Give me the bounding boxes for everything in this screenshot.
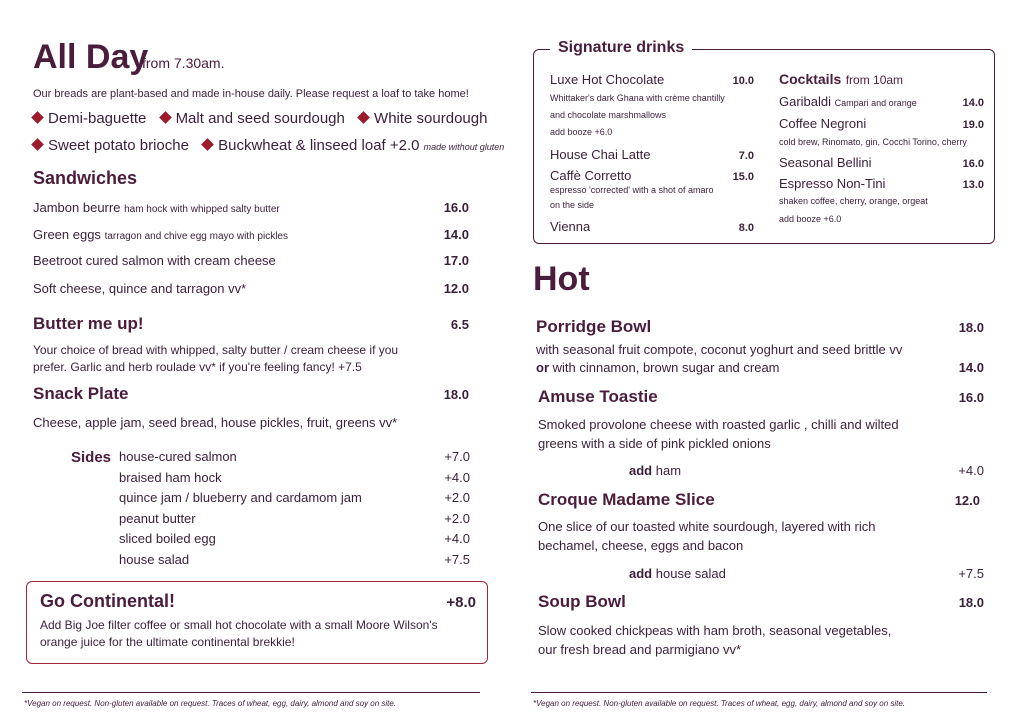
side-item (119, 490, 470, 505)
go-desc: orange juice for the ultimate continental brekkie! (40, 635, 295, 649)
cocktail-price: 14.0 (962, 97, 984, 109)
drink-item (550, 72, 754, 87)
item-name: Beetroot cured salmon with cream cheese (33, 253, 276, 268)
cocktail-name: Seasonal Bellini (779, 155, 872, 170)
cocktail-name: Coffee Negroni (779, 116, 867, 131)
drink-price: 8.0 (738, 222, 754, 234)
croque-addon (629, 566, 984, 581)
side-price: +4.0 (444, 470, 470, 485)
butter-desc: prefer. Garlic and herb roulade vv* if you're feeling fancy! +7.5 (33, 360, 362, 374)
side-name: peanut butter (119, 511, 196, 526)
porridge-price: 18.0 (958, 320, 984, 335)
item-desc: tarragon and chive egg mayo with pickles (104, 231, 288, 242)
side-item (119, 552, 470, 567)
cocktail-desc: cold brew, Rinomato, gin, Cocchi Torino, cherry (779, 137, 967, 147)
cocktail-desc: shaken coffee, cherry, orange, orgeat (779, 196, 928, 206)
side-name: braised ham hock (119, 470, 222, 485)
sides-heading: Sides (71, 449, 112, 466)
snack-header (33, 384, 469, 404)
croque-heading: Croque Madame Slice (538, 490, 715, 509)
item-price: 14.0 (443, 227, 469, 242)
amuse-price: 16.0 (958, 390, 984, 405)
croque-price: 12.0 (954, 493, 980, 508)
add-label: add (629, 566, 653, 581)
drink-item (550, 168, 754, 183)
item-price: 17.0 (443, 253, 469, 268)
drink-desc: and chocolate marshmallows (550, 110, 667, 120)
side-name: house-cured salmon (119, 449, 237, 464)
sandwiches-heading: Sandwiches (33, 168, 138, 188)
footer-rule (531, 692, 987, 693)
croque-header (538, 490, 980, 510)
cocktail-price: 13.0 (962, 179, 984, 191)
soup-price: 18.0 (958, 595, 984, 610)
side-price: +4.0 (444, 531, 470, 546)
cocktail-price: 19.0 (962, 119, 984, 131)
drink-item (550, 147, 754, 162)
drink-desc: Whittaker's dark Ghana with crème chantilly (550, 93, 725, 103)
go-price: +8.0 (446, 594, 476, 611)
drink-name: Luxe Hot Chocolate (550, 72, 665, 87)
diamond-icon (159, 111, 172, 124)
or-label: or (536, 360, 549, 375)
amuse-desc: Smoked provolone cheese with roasted garlic , chilli and wilted (538, 417, 899, 432)
bread-list-row2 (33, 137, 504, 154)
drink-name: Caffè Corretto (550, 168, 632, 183)
amuse-heading: Amuse Toastie (538, 387, 658, 406)
diamond-icon (31, 138, 44, 151)
page-time: from 7.30am. (142, 55, 225, 71)
addon-name: ham (655, 463, 682, 478)
add-label: add (629, 463, 653, 478)
cocktail-item (779, 94, 984, 109)
butter-desc: Your choice of bread with whipped, salty butter / cream cheese if you (33, 343, 399, 357)
menu-item (33, 200, 469, 215)
side-name: house salad (119, 552, 190, 567)
drink-desc: espresso 'corrected' with a shot of amaro (550, 185, 714, 195)
menu-item (33, 281, 469, 296)
porridge-header (536, 314, 984, 337)
croque-desc: One slice of our toasted white sourdough, layered with rich (538, 519, 876, 534)
menu-item (33, 253, 469, 268)
footnote: *Vegan on request. Non-gluten available on request. Traces of wheat, egg, dairy, almond and soy on site. (533, 699, 906, 708)
footnote: *Vegan on request. Non-gluten available on request. Traces of wheat, egg, dairy, almond and soy on site. (24, 699, 397, 708)
snack-heading: Snack Plate (33, 384, 129, 403)
drink-price: 15.0 (732, 171, 754, 183)
side-price: +2.0 (444, 490, 470, 505)
cocktails-heading: Cocktails (779, 71, 842, 87)
porridge-heading: Porridge Bowl (536, 317, 652, 336)
cocktail-name: Garibaldi (779, 94, 832, 109)
go-heading: Go Continental! (40, 591, 175, 611)
butter-heading: Butter me up! (33, 314, 144, 333)
page-title: All Day (33, 38, 149, 76)
porridge-desc: with seasonal fruit compote, coconut yoghurt and seed brittle vv (536, 342, 903, 357)
item-price: 12.0 (443, 281, 469, 296)
side-item (119, 449, 470, 464)
cocktail-item (779, 116, 984, 131)
amuse-addon (629, 463, 984, 478)
butter-header (33, 314, 469, 334)
drink-price: 7.0 (738, 150, 754, 162)
go-header (40, 591, 476, 612)
porridge-price: 14.0 (958, 360, 984, 375)
soup-desc: our fresh bread and parmigiano vv* (538, 642, 742, 657)
side-price: +2.0 (444, 511, 470, 526)
side-name: sliced boiled egg (119, 531, 216, 546)
cocktail-name: Espresso Non-Tini (779, 176, 886, 191)
cocktails-header (779, 71, 903, 89)
bread-item: Sweet potato brioche (48, 137, 189, 154)
intro-text: Our breads are plant-based and made in-house daily. Please request a loaf to take home! (33, 88, 469, 100)
snack-desc: Cheese, apple jam, seed bread, house pickles, fruit, greens vv* (33, 415, 398, 430)
side-item (119, 511, 470, 526)
soup-desc: Slow cooked chickpeas with ham broth, seasonal vegetables, (538, 623, 892, 638)
porridge-option (536, 360, 984, 375)
drink-name: Vienna (550, 219, 591, 234)
item-name: Jambon beurre (33, 200, 121, 215)
addon-price: +4.0 (958, 463, 984, 478)
bread-item: Demi-baguette (48, 110, 147, 127)
go-desc: Add Big Joe filter coffee or small hot chocolate with a small Moore Wilson's (40, 618, 438, 632)
soup-heading: Soup Bowl (538, 592, 626, 611)
side-item (119, 470, 470, 485)
diamond-icon (357, 111, 370, 124)
drink-desc: add booze +6.0 (550, 127, 613, 137)
diamond-icon (201, 138, 214, 151)
signature-heading: Signature drinks (550, 39, 692, 57)
bread-item: White sourdough (374, 110, 488, 127)
addon-name: house salad (655, 566, 726, 581)
drink-price: 10.0 (732, 75, 754, 87)
menu-item (33, 227, 469, 242)
footer-rule (22, 692, 480, 693)
item-desc: ham hock with whipped salty butter (124, 204, 280, 215)
bread-item: Buckwheat & linseed loaf +2.0 (218, 137, 420, 154)
side-price: +7.5 (444, 552, 470, 567)
porridge-desc: with cinnamon, brown sugar and cream (552, 360, 780, 375)
amuse-desc: greens with a side of pink pickled onions (538, 436, 771, 451)
cocktail-desc: add booze +6.0 (779, 214, 842, 224)
drink-name: House Chai Latte (550, 147, 651, 162)
addon-price: +7.5 (958, 566, 984, 581)
drink-item (550, 219, 754, 234)
side-name: quince jam / blueberry and cardamom jam (119, 490, 362, 505)
cocktails-time: from 10am (845, 73, 904, 87)
item-price: 16.0 (443, 200, 469, 215)
croque-desc: bechamel, cheese, eggs and bacon (538, 538, 744, 553)
item-name: Soft cheese, quince and tarragon vv* (33, 281, 247, 296)
cocktail-desc: Campari and orange (834, 98, 917, 108)
snack-price: 18.0 (443, 387, 469, 402)
bread-item: Malt and seed sourdough (175, 110, 345, 127)
gluten-note: made without gluten (423, 142, 505, 152)
side-price: +7.0 (444, 449, 470, 464)
amuse-header (538, 387, 984, 407)
diamond-icon (31, 111, 44, 124)
butter-price: 6.5 (450, 317, 469, 332)
bread-list-row1 (33, 110, 487, 127)
hot-title: Hot (533, 260, 590, 298)
side-item (119, 531, 470, 546)
item-name: Green eggs (33, 227, 101, 242)
cocktail-price: 16.0 (962, 158, 984, 170)
cocktail-item (779, 176, 984, 191)
soup-header (538, 592, 984, 612)
cocktail-item (779, 155, 984, 170)
drink-desc: on the side (550, 200, 595, 210)
